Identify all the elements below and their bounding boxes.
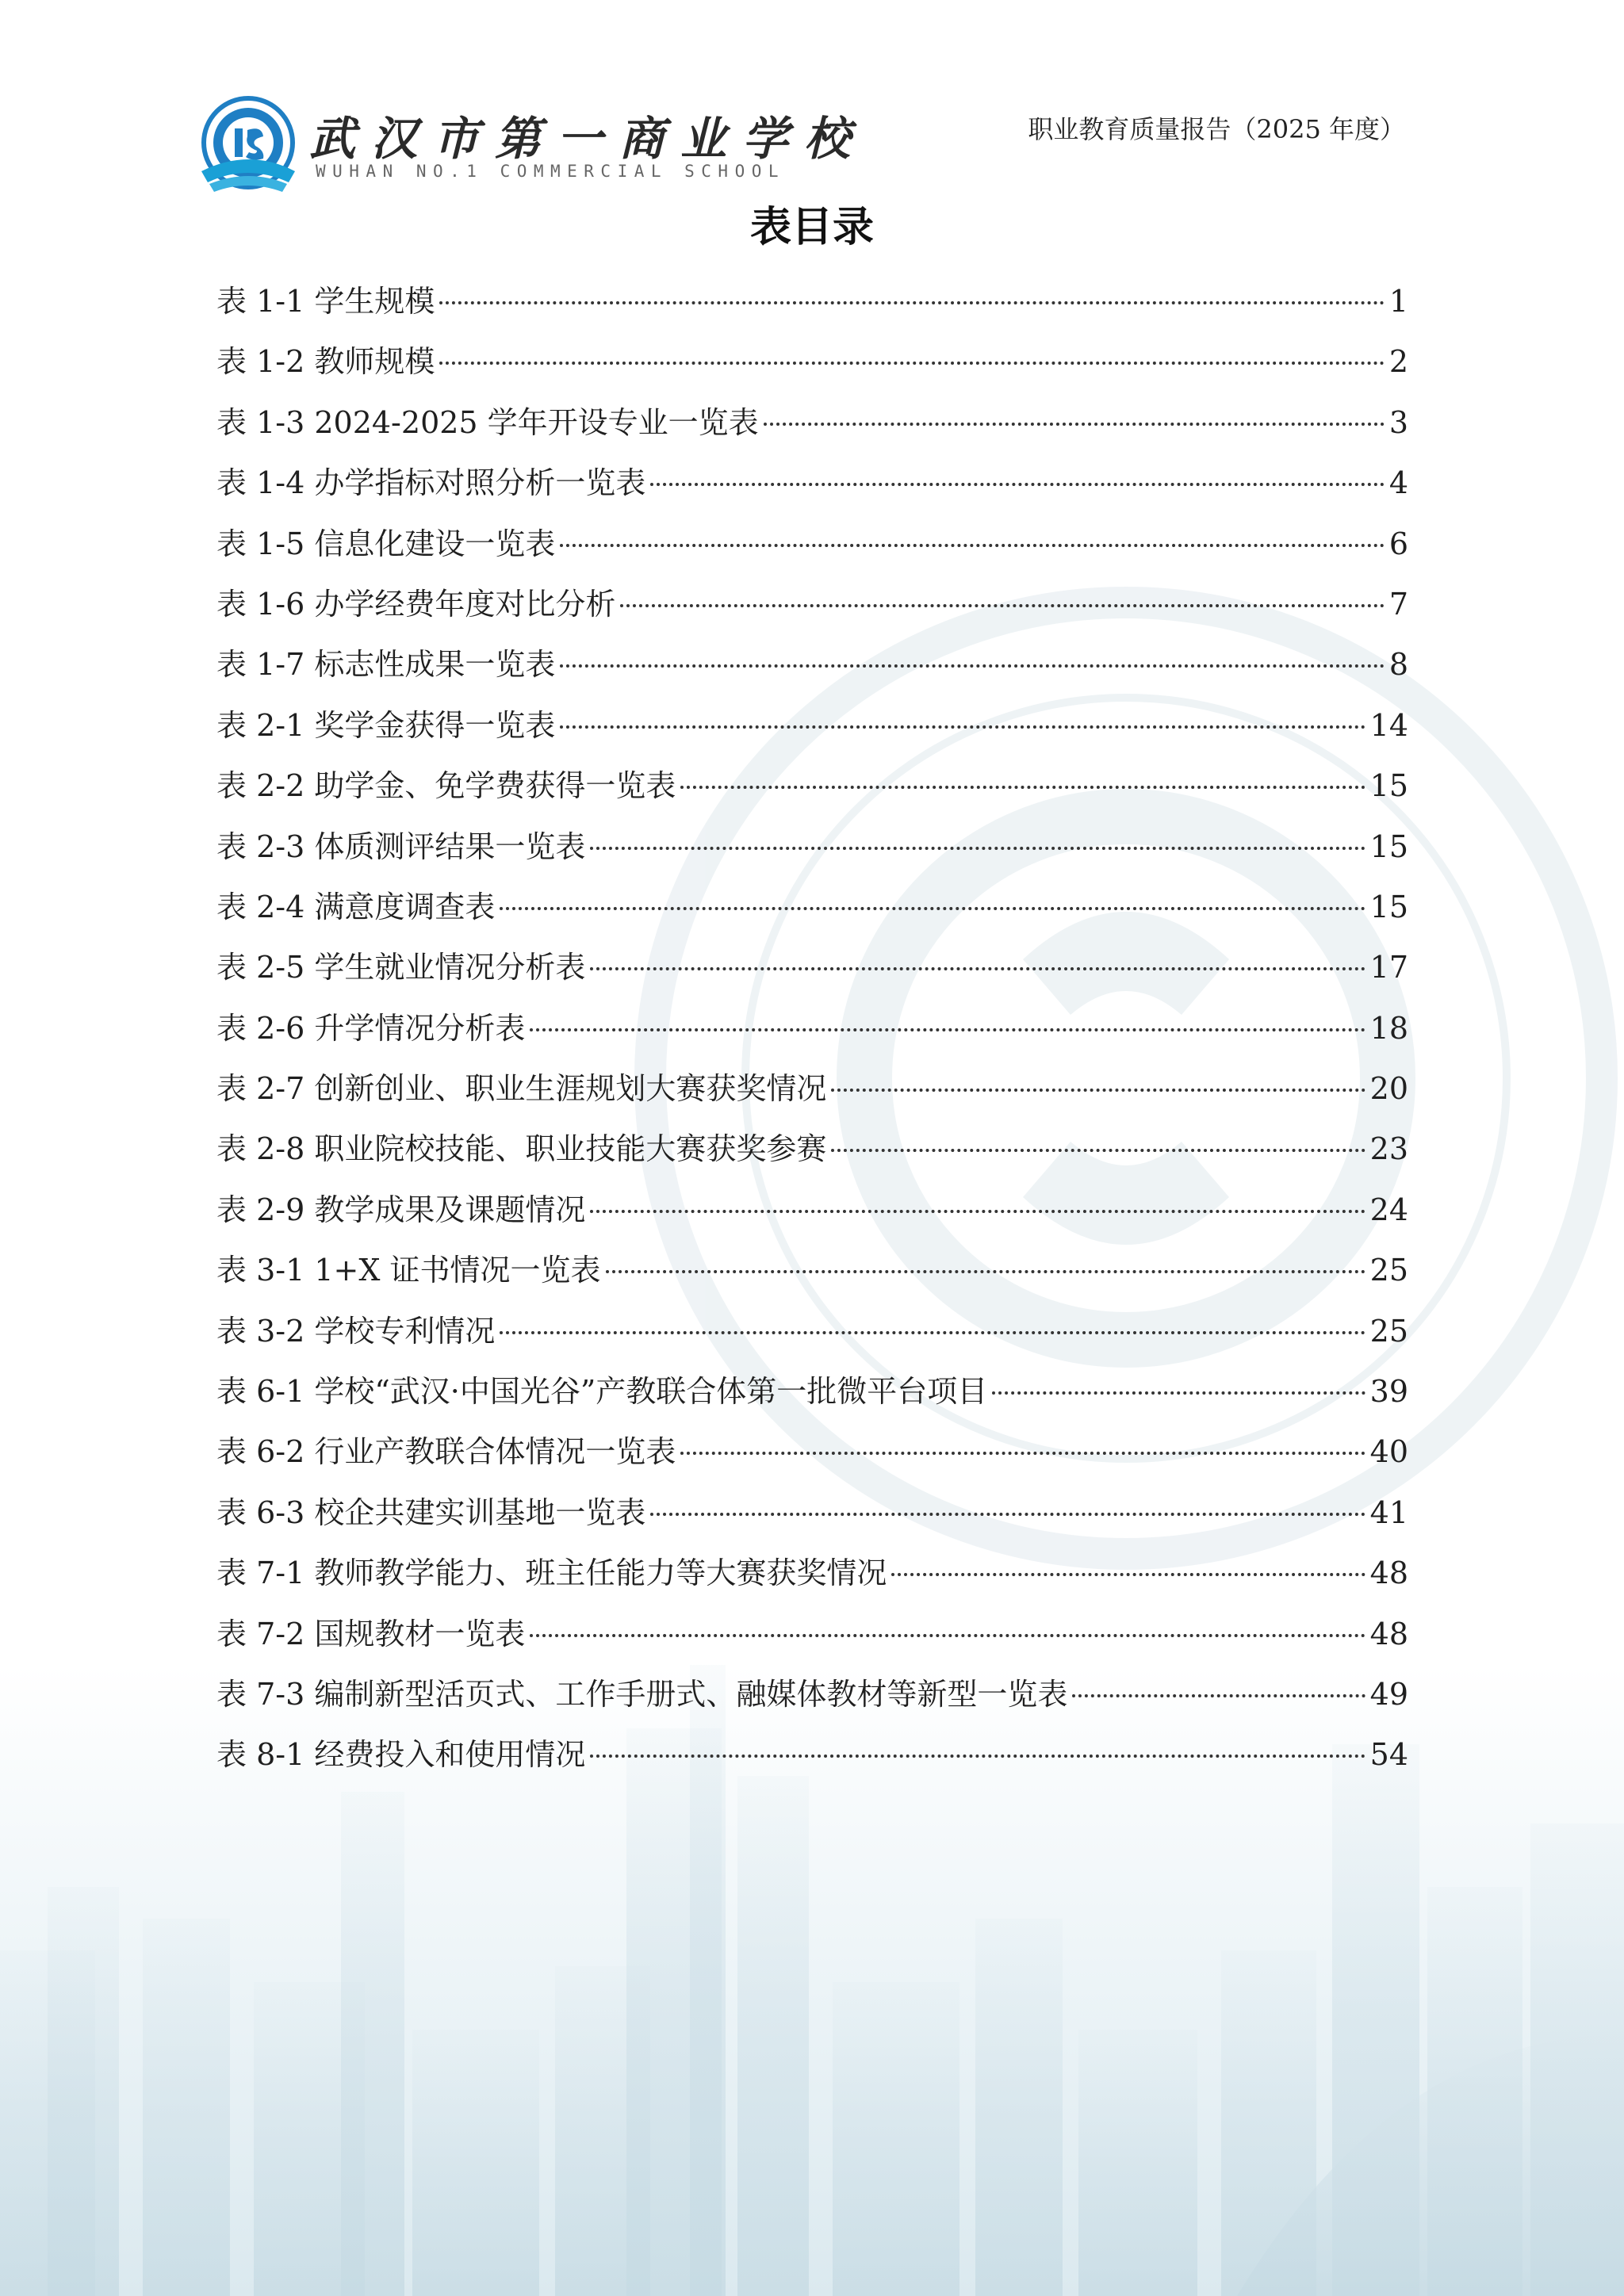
toc-dot-leader	[439, 301, 1384, 304]
toc-entry[interactable]	[216, 331, 1408, 392]
toc-entry[interactable]	[216, 1664, 1408, 1724]
toc-dot-leader	[650, 1513, 1365, 1516]
page-header	[0, 0, 1624, 198]
report-title: 职业教育质量报告（2025 年度）	[1028, 114, 1405, 144]
toc-entry-page-number: 7	[1388, 586, 1408, 622]
toc-entry[interactable]	[216, 756, 1408, 816]
toc-dot-leader	[590, 967, 1365, 970]
toc-entry-page-number: 3	[1388, 404, 1408, 440]
school-name-en: WUHAN NO.1 COMMERCIAL SCHOOL	[316, 162, 786, 181]
toc-dot-leader	[680, 786, 1365, 789]
toc-entry[interactable]	[216, 1483, 1408, 1543]
school-emblem-icon	[198, 95, 298, 195]
toc-entry-label: 表 8-1 经费投入和使用情况	[216, 1737, 586, 1773]
toc-entry-page-number: 15	[1369, 768, 1408, 804]
toc-entry-page-number: 8	[1388, 647, 1408, 683]
toc-entry-label: 表 6-1 学校“武汉·中国光谷”产教联合体第一批微平台项目	[216, 1374, 988, 1410]
toc-dot-leader	[680, 1452, 1365, 1455]
toc-entry-page-number: 40	[1369, 1434, 1408, 1470]
school-name-cn: 武汉市第一商业学校	[309, 112, 867, 166]
toc-entry-page-number: 18	[1369, 1010, 1408, 1046]
toc-dot-leader	[500, 1331, 1365, 1334]
toc-entry[interactable]	[216, 695, 1408, 756]
toc-dot-leader	[530, 1634, 1365, 1637]
toc-dot-leader	[560, 544, 1384, 547]
toc-entry-label: 表 6-2 行业产教联合体情况一览表	[216, 1434, 676, 1470]
toc-entry-label: 表 1-5 信息化建设一览表	[216, 526, 556, 561]
toc-entry-label: 表 2-2 助学金、免学费获得一览表	[216, 768, 676, 804]
toc-dot-leader	[500, 907, 1365, 910]
toc-dot-leader	[831, 1149, 1365, 1152]
toc-entry-label: 表 2-1 奖学金获得一览表	[216, 707, 556, 743]
toc-dot-leader	[891, 1573, 1365, 1576]
toc-dot-leader	[439, 362, 1384, 365]
toc-entry-page-number: 48	[1369, 1556, 1408, 1591]
toc-entry-page-number: 48	[1369, 1616, 1408, 1651]
toc-entry[interactable]	[216, 634, 1408, 695]
toc-entry[interactable]	[216, 514, 1408, 574]
toc-entry-label: 表 1-6 办学经费年度对比分析	[216, 586, 616, 622]
toc-entry[interactable]	[216, 271, 1408, 331]
toc-entry-label: 表 7-3 编制新型活页式、工作手册式、融媒体教材等新型一览表	[216, 1676, 1068, 1712]
toc-entry[interactable]	[216, 1604, 1408, 1664]
toc-entry-label: 表 2-3 体质测评结果一览表	[216, 828, 586, 864]
toc-entry[interactable]	[216, 1724, 1408, 1785]
toc-entry-label: 表 7-2 国规教材一览表	[216, 1616, 526, 1651]
toc-entry-page-number: 23	[1369, 1131, 1408, 1167]
toc-entry-label: 表 3-2 学校专利情况	[216, 1313, 496, 1349]
toc-entry-label: 表 2-6 升学情况分析表	[216, 1010, 526, 1046]
toc-dot-leader	[560, 725, 1365, 729]
toc-entry-label: 表 2-5 学生就业情况分析表	[216, 950, 586, 985]
toc-entry-label: 表 6-3 校企共建实训基地一览表	[216, 1494, 646, 1530]
toc-entry[interactable]	[216, 574, 1408, 634]
toc-dot-leader	[530, 1028, 1365, 1031]
toc-entry-page-number: 20	[1369, 1071, 1408, 1107]
toc-dot-leader	[560, 664, 1384, 668]
toc-entry[interactable]	[216, 453, 1408, 513]
toc-entry[interactable]	[216, 1361, 1408, 1422]
toc-entry-page-number: 4	[1388, 465, 1408, 501]
toc-entry[interactable]	[216, 1240, 1408, 1300]
toc-entry-page-number: 6	[1388, 526, 1408, 561]
toc-entry[interactable]	[216, 392, 1408, 453]
toc-entry-label: 表 2-9 教学成果及课题情况	[216, 1192, 586, 1227]
toc-entry[interactable]	[216, 817, 1408, 877]
toc-entry-label: 表 1-4 办学指标对照分析一览表	[216, 465, 646, 501]
toc-entry-label: 表 2-8 职业院校技能、职业技能大赛获奖参赛	[216, 1131, 827, 1167]
toc-entry-label: 表 1-1 学生规模	[216, 284, 435, 319]
toc-entry-page-number: 39	[1369, 1374, 1408, 1410]
toc-entry-page-number: 25	[1369, 1253, 1408, 1288]
toc-entry-label: 表 1-7 标志性成果一览表	[216, 647, 556, 683]
toc-entry-page-number: 54	[1369, 1737, 1408, 1773]
toc-dot-leader	[992, 1391, 1365, 1395]
toc-entry[interactable]	[216, 937, 1408, 997]
toc-dot-leader	[590, 1755, 1365, 1758]
toc-entry-label: 表 2-7 创新创业、职业生涯规划大赛获奖情况	[216, 1071, 827, 1107]
toc-dot-leader	[606, 1270, 1365, 1273]
toc-dot-leader	[1072, 1694, 1365, 1697]
toc-dot-leader	[620, 604, 1384, 607]
toc-entry[interactable]	[216, 998, 1408, 1058]
toc-entry[interactable]	[216, 1058, 1408, 1119]
toc-dot-leader	[590, 847, 1365, 850]
toc-entry-label: 表 3-1 1+X 证书情况一览表	[216, 1253, 601, 1288]
school-logo	[198, 95, 912, 190]
toc-entry[interactable]	[216, 1422, 1408, 1482]
toc-entry-page-number: 24	[1369, 1192, 1408, 1227]
toc-dot-leader	[831, 1089, 1365, 1092]
page-title: 表目录	[749, 204, 874, 251]
toc-entry-label: 表 7-1 教师教学能力、班主任能力等大赛获奖情况	[216, 1556, 887, 1591]
toc-entry-page-number: 15	[1369, 828, 1408, 864]
toc-entry[interactable]	[216, 1119, 1408, 1179]
toc-entry-page-number: 2	[1388, 344, 1408, 380]
toc-entry-page-number: 49	[1369, 1676, 1408, 1712]
toc-entry[interactable]	[216, 877, 1408, 937]
toc-entry-page-number: 1	[1388, 284, 1408, 319]
toc-entry[interactable]	[216, 1301, 1408, 1361]
toc-entry-page-number: 15	[1369, 889, 1408, 924]
toc-dot-leader	[650, 483, 1384, 486]
toc-dot-leader	[590, 1210, 1365, 1213]
toc-entry-label: 表 1-2 教师规模	[216, 344, 435, 380]
toc-entry-page-number: 25	[1369, 1313, 1408, 1349]
toc-entry[interactable]	[216, 1543, 1408, 1603]
toc-entry-page-number: 14	[1369, 707, 1408, 743]
toc-entry-page-number: 17	[1369, 950, 1408, 985]
toc-entry-page-number: 41	[1369, 1494, 1408, 1530]
toc-entry[interactable]	[216, 1180, 1408, 1240]
toc-entry-label: 表 1-3 2024-2025 学年开设专业一览表	[216, 404, 759, 440]
toc-entry-label: 表 2-4 满意度调查表	[216, 889, 496, 924]
table-of-contents	[216, 271, 1408, 1785]
toc-dot-leader	[764, 423, 1385, 426]
